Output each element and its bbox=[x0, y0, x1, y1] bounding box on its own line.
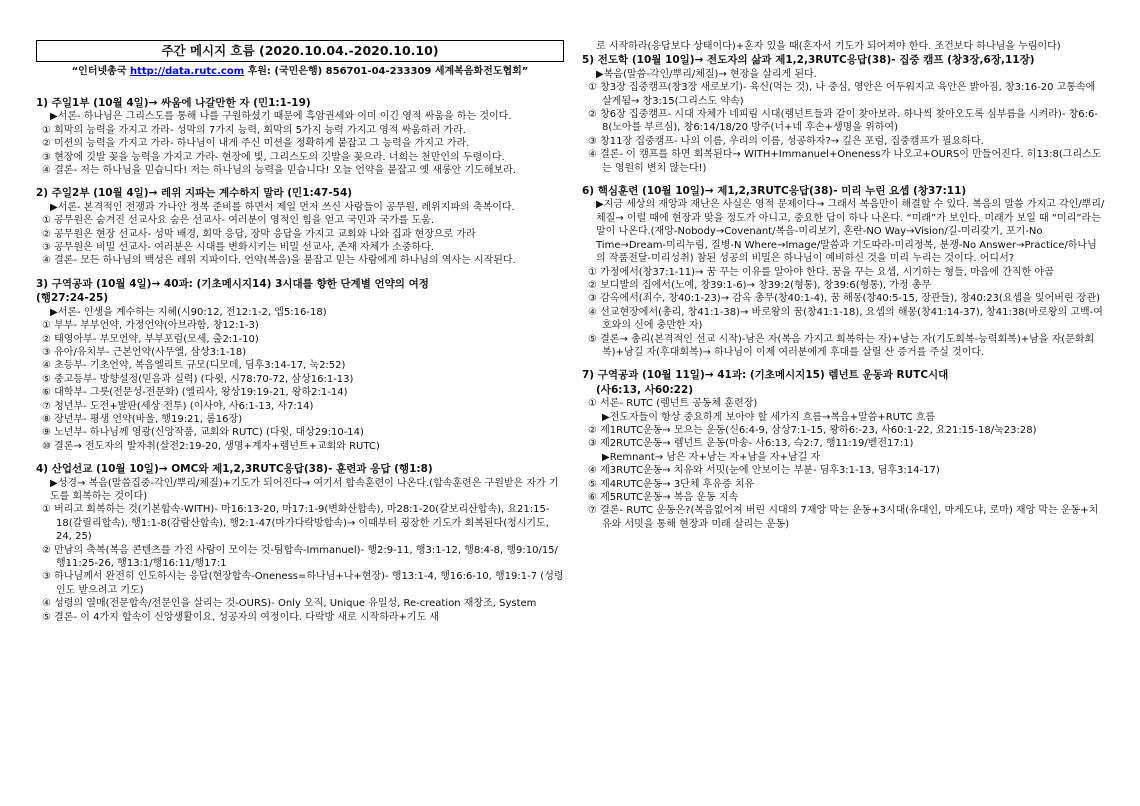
section-title: 7) 구역공과 (10월 11일)→ 41과: (기초메시지15) 렘넌트 운동과 RUTC시대 bbox=[582, 369, 949, 382]
list-item: ① 가정에서(창37:1-11)→ 꿈 꾸는 이유를 알아야 한다. 꿈을 꾸는 요셉, 시기하는 형들, 마음에 간직한 야곱 bbox=[588, 266, 1054, 278]
list-item: ③ 하나님께서 완전히 인도하시는 응답(현장합속-Oneness=하나님+나+현장)- 행13:1-4, 행16:6-10, 행19:1-7 (성령인도 받으려고 기도) bbox=[42, 571, 564, 596]
section-intro: ▶서론- 본격적인 전쟁과 가나안 정복 준비를 하면서 제일 먼저 쓰신 사람들이 공무원, 레위지파의 축복이다. bbox=[50, 201, 515, 213]
section-3 bbox=[36, 278, 564, 453]
list-item: ④ 성령의 열매(전문합속/전문인을 살리는 것-OURS)- Only 오직, Unique 유일성, Re-creation 재창조, System bbox=[42, 598, 537, 610]
list-item: ⑧ 장년부- 평생 언약(바울, 행19:21, 롬16장) bbox=[42, 413, 243, 425]
section-intro: ▶지금 세상의 재앙과 재난은 사실은 영적 문제이다→ 그래서 복음만이 해결할 수 있다. 복음의 말씀 가지고 각인/뿌리/체질→ 이럴 때에 현장과 맞을 정도가 아니고, 중요한 답이 하나 나온다. “미래”가 보인다. 미래가 보일 때 “미리”라는 말이 나온다.(재앙-Nobody→Covenant/복음-미리보기, 혼란-NO Way→Vision/길-미리갖기, 포기-No Time→Dream-미리누림, 질병-N Where→Image/말씀과 기도따라-미리정복, 분쟁-No Answer→Practice/하나님의 작품전달-미리성취) 참된 성공의 비밀은 하나님이 예비하신 것을 미리 누리는 것이다. 어디서? bbox=[596, 199, 1105, 265]
subtitle-prefix: “인터넷총국 bbox=[71, 66, 130, 77]
list-item: ① 공무원은 숨겨진 선교사요 숨은 선교사- 여러분이 영적인 힘을 얻고 국민과 국가를 도움. bbox=[42, 215, 434, 227]
section-2 bbox=[36, 187, 564, 267]
list-item: ① 부부- 부부언약, 가정언약(아브라함, 창12:1-3) bbox=[42, 320, 259, 332]
list-item: ① 회막의 능력을 가지고 가라- 성막의 7가지 능력, 회막의 5가지 능력 가지고 영적 싸움하러 가라. bbox=[42, 124, 466, 136]
list-item: ③ 제2RUTC운동→ 렘넌트 운동(마송- 사6:13, 슥2:7, 행11:19/벧전17:1) bbox=[588, 438, 914, 450]
list-item: ④ 초등부- 기초언약, 복음엘리트 규모(디모데, 딤후3:14-17, 눅2:52) bbox=[42, 360, 346, 372]
list-item: ② 만남의 축복(복음 콘텐츠를 가진 사람이 모이는 것-팀합속-Immanuel)- 행2:9-11, 행3:1-12, 행8:4-8, 행9:10/15/행11:25-26, 행13:1/행16:11/행17:1 bbox=[42, 544, 558, 569]
list-item: ⑤ 제4RUTC운동→ 3단체 후유증 치유 bbox=[588, 478, 755, 490]
list-item: ③ 유아/유치부- 근본언약(사무엘, 삼상3:1-18) bbox=[42, 346, 247, 358]
list-item: ② 미션의 능력을 가지고 가라- 하나님이 내게 주신 미션을 정확하게 붙잡고 그 능력을 가지고 가라. bbox=[42, 138, 470, 150]
list-subitem: ▶전도자들이 항상 중요하게 보아야 할 세가지 흐름→복음+말씀+RUTC 흐름 bbox=[602, 411, 936, 423]
list-item: ⑩ 결론→ 전도자의 발자취(살전2:19-20, 생명+계자+렘넌트+교회와 RUTC) bbox=[42, 440, 380, 452]
section-title: 2) 주일2부 (10월 4일)→ 레위 지파는 계수하지 말라 (민1:47-54) bbox=[36, 187, 353, 200]
list-item: ② 제1RUTC운동→ 모으는 운동(신6:4-9, 삼상7:1-15, 왕하6:-23, 사60:1-22, 요21:15-18/눅23:28) bbox=[588, 424, 1037, 436]
list-item: ① 창3장 집중캠프(창3장 새로보기)- 육신(먹는 것), 나 중심, 영안은 어두워지고 육안은 밝아짐, 창3:16-20 고통속에 살게됨→ 창3:15(그리스도 약속) bbox=[588, 82, 1096, 107]
list-subitem: ▶Remnant→ 남은 자+남는 자+남을 자+남길 자 bbox=[602, 451, 821, 463]
continued-text: 로 시작하라(응답보다 상태이다)+혼자 있을 때(혼자서 기도가 되어져야 한다. 조건보다 하나님을 누림이다) bbox=[596, 41, 1061, 52]
list-item: ③ 창11장 집중캠프- 나의 이름, 우리의 이름, 성공하자?→ 깊은 포럼, 집중캠프가 필요하다. bbox=[588, 135, 984, 147]
list-item: ④ 결론- 이 캠프를 하면 회복된다→ WITH+Immanuel+Oneness가 나오고+OURS이 만들어진다. 히13:8(그리스도는 영원히 변치 않는다!) bbox=[588, 149, 1102, 174]
list-item: ④ 결론- 저는 하나님을 믿습니다! 저는 하나님의 능력을 믿습니다! 오늘 언약을 붙잡고 옛 새롱안 기도해보라. bbox=[42, 165, 516, 177]
list-item: ⑤ 결론- 이 4가지 합속이 신앙생활이요, 성공자의 여정이다. 다락방 새로 시작하라+기도 새 bbox=[42, 611, 440, 623]
list-item: ⑨ 노년부- 하나님께 영광(신앙작품, 교회와 RUTC) (다윗, 대상29:10-14) bbox=[42, 427, 364, 439]
left-column bbox=[36, 0, 564, 634]
section-title: 5) 전도학 (10월 10일)→ 전도자의 삶과 제1,2,3RUTC응답(38)- 집중 캠프 (창3장,6장,11장) bbox=[582, 54, 1035, 67]
list-item: ② 창6장 집중캠프- 시대 자체가 네피림 시대(렘넌트들과 같이 찾아보라. 하나씩 찾아오도록 심부름을 시켜라)- 창6:6-8(노아를 부르심), 창6:14/18/20 방주(너+네 후손+생명을 위하여) bbox=[588, 109, 1098, 134]
section-intro: ▶서론- 인생을 계수하는 지혜(시90:12, 전12:1-2, 엡5:16-18) bbox=[50, 306, 327, 318]
list-item: ③ 감옥에서(죄수, 창40:1-23)→ 감옥 총무(창40:1-4), 꿈 해몽(창40:5-15, 장관들), 창40:23(요셉을 잊어버린 장관) bbox=[588, 293, 1101, 305]
list-item: ⑥ 대학부- 그릇(전문성-전문화) (엘리사, 왕상19:19-21, 왕하2:1-14) bbox=[42, 387, 348, 399]
section-title-ref: (행27:24-25) bbox=[36, 292, 109, 305]
right-column bbox=[582, 0, 1106, 541]
section-intro: ▶성경→ 복음(말씀집중-각인/뿌리/체질)+기도가 되어진다→ 여기서 합속훈련이 나온다.(합속훈련은 구원받은 자가 기도를 회복하는 것이다) bbox=[50, 477, 559, 502]
list-item: ② 보디발의 집에서(노예, 창39:1-6)→ 창39:2(형통), 창39:6(형통), 가정 총무 bbox=[588, 279, 932, 291]
section-1 bbox=[36, 97, 564, 177]
section-title-ref: (사6:13, 사60:22) bbox=[596, 383, 694, 396]
list-item: ④ 제3RUTC운동→ 치유와 서밋(눈에 안보이는 부분- 딤후3:1-13, 딤후3:14-17) bbox=[588, 465, 940, 477]
section-6 bbox=[582, 185, 1106, 359]
list-item: ③ 현장에 깃발 꽂을 능력을 가지고 가라- 현장에 빛, 그리스도의 깃발을 꽂으라. 너희는 천만인의 두령이다. bbox=[42, 151, 505, 163]
section-title: 1) 주일1부 (10월 4일)→ 싸움에 나갈만한 자 (민1:1-19) bbox=[36, 97, 311, 109]
section-intro: ▶서론- 하나님은 그리스도를 통해 나를 구원하셨기 때문에 흑암권세와 이미 이긴 영적 싸움을 하는 것이다. bbox=[50, 111, 512, 123]
subtitle-suffix: 후원: (국민은행) 856701-04-233309 세계복음화전도협회” bbox=[244, 66, 529, 77]
list-item: ② 공무원은 현장 선교사- 성막 배경, 회막 응답, 장막 응답을 가지고 교회와 나와 집과 현장으로 가라 bbox=[42, 228, 476, 240]
list-item: ③ 공무원은 비밀 선교사- 여러분은 시대를 변화시키는 비밀 선교사, 존재 자체가 소중하다. bbox=[42, 242, 434, 254]
list-item: ⑦ 청년부- 도전+발판(세상 전투) (이사야, 사6:1-13, 사7:14) bbox=[42, 400, 314, 412]
section-title: 3) 구역공과 (10월 4일)→ 40과: (기초메시지14) 3시대를 향한 단계별 언약의 여정 bbox=[36, 277, 429, 290]
section-5 bbox=[582, 54, 1106, 175]
section-intro: ▶복음(말씀-각인/뿌리/체질)→ 현장을 살리게 된다. bbox=[596, 68, 817, 80]
section-7 bbox=[582, 369, 1106, 531]
list-item: ① 서론- RUTC (렘넌트 공동체 훈련장) bbox=[588, 398, 758, 410]
list-item: ④ 결론- 모든 하나님의 백성은 레위 지파이다. 언약(복음)을 붙잡고 믿는 사람에게 하나님의 역사는 시작된다. bbox=[42, 255, 516, 267]
site-link[interactable]: http://data.rutc.com bbox=[129, 66, 245, 77]
section-title: 6) 핵심훈련 (10월 10일)→ 제1,2,3RUTC응답(38)- 미리 누린 요셉 (창37:11) bbox=[582, 185, 967, 198]
list-item: ⑦ 결론- RUTC 운동은?(복음없어져 버린 시대의 7재앙 막는 운동+3시대(유대인, 마게도냐, 로마) 재앙 막는 운동+치유와 서밋을 통해 현장과 미래 살리는 운동) bbox=[588, 505, 1099, 530]
section-title: 4) 산업선교 (10월 10일)→ OMC와 제1,2,3RUTC응답(38)- 훈련과 응답 (행1:8) bbox=[36, 463, 433, 476]
list-item: ② 태영아부- 부모언약, 부부포럼(모세, 출2:1-10) bbox=[42, 333, 259, 345]
list-item: ① 버리고 회복하는 것(기본합속-WITH)- 마16:13-20, 마17:1-9(변화산합속), 마28:1-20(갈보리산합속), 요21:15-18(갈릴리합속), 행1:1-8(감람산합속), 행2:1-47(마가다락방합속)→ 이때부터 굉장한 기도가 회복된다(청시기도, 24, 25) bbox=[42, 504, 550, 543]
list-item: ⑤ 결론→ 총리(본격적인 선교 시작)-남은 자(복음 가지고 회복하는 자)+남는 자(기도회복-능력회복)+남을 자(문화회복)+남길 자(후대회복)→ 하나님이 이제 여러분에게 후대를 살릴 산 증거를 주실 것이다. bbox=[588, 333, 1095, 358]
list-item: ⑥ 제5RUTC운동→ 복음 운동 지속 bbox=[588, 492, 739, 503]
section-4 bbox=[36, 463, 564, 624]
list-item: ④ 선교현장에서(총리, 창41:1-38)→ 바로왕의 꿈(창41:1-18), 요셉의 해몽(창41:14-37), 창41:38(바로왕의 고백-여호와의 신에 충만한 자) bbox=[588, 306, 1103, 332]
list-item: ⑤ 중고등부- 방향설정(믿음과 실력) (다윗, 시78:70-72, 삼상16:1-13) bbox=[42, 373, 354, 385]
page-title: 주간 메시지 흐름 (2020.10.04.-2020.10.10) bbox=[36, 40, 564, 62]
